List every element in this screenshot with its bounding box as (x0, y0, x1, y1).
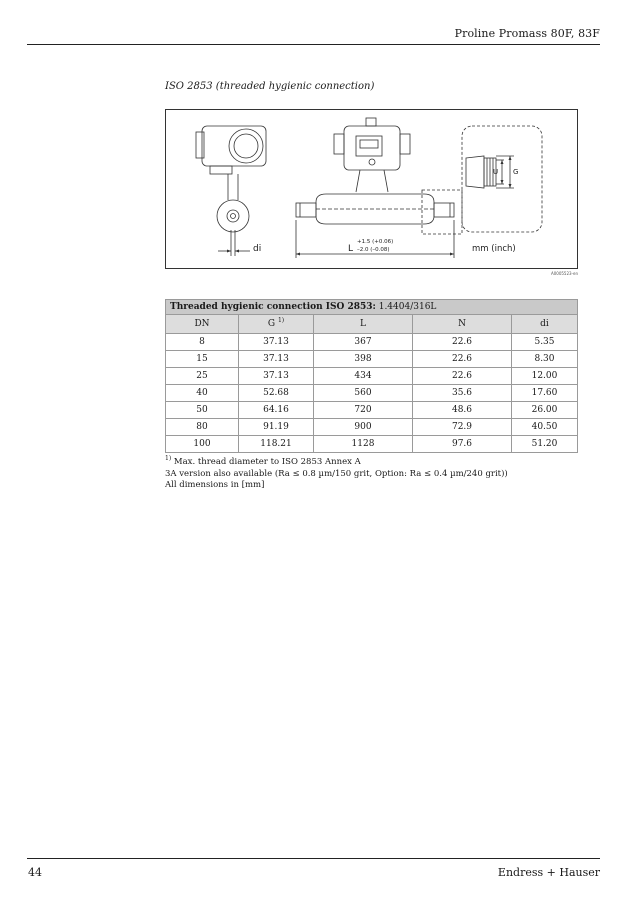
cell-g: 118.21 (239, 436, 314, 453)
flowmeter-drawing-svg (166, 110, 579, 270)
note-dimensions-unit: All dimensions in [mm] (165, 480, 265, 490)
column-header-dn: DN (166, 315, 239, 334)
cell-dn: 50 (166, 402, 239, 419)
column-header-g: G $^{1)}$ (239, 315, 314, 334)
cell-g: 37.13 (239, 351, 314, 368)
brand-name: Endress + Hauser (497, 866, 600, 879)
detail-marker (422, 190, 462, 234)
figure-id: A0005523-en (551, 271, 578, 276)
cell-l: 367 (314, 334, 413, 351)
length-tolerance-plus: +1.5 (+0.06) (357, 239, 394, 245)
cell-di: 40.50 (512, 419, 578, 436)
cell-n: 22.6 (413, 368, 512, 385)
cell-di: 8.30 (512, 351, 578, 368)
footnote-1: $^{1)}$ Max. thread diameter to ISO 2853 Annex A (165, 455, 361, 467)
cell-n: 22.6 (413, 334, 512, 351)
units-label: mm (inch) (472, 244, 516, 254)
figure-caption: ISO 2853 (threaded hygienic connection) (165, 81, 375, 92)
sensor-body (316, 194, 434, 224)
cell-dn: 15 (166, 351, 239, 368)
cell-l: 560 (314, 385, 413, 402)
dimension-drawing (165, 109, 578, 269)
footer-divider (27, 858, 600, 859)
sensor-cross-section (217, 200, 249, 232)
cell-di: 17.60 (512, 385, 578, 402)
table-row (166, 419, 578, 436)
u-dimension-label: U (493, 168, 499, 176)
column-header-n: N (413, 315, 512, 334)
length-dimension-label: L (348, 244, 354, 254)
dimensions-table (165, 299, 578, 453)
cell-g: 37.13 (239, 334, 314, 351)
cell-dn: 100 (166, 436, 239, 453)
table-row (166, 351, 578, 368)
detail-connection-cone (466, 156, 484, 188)
cell-l: 720 (314, 402, 413, 419)
cell-n: 72.9 (413, 419, 512, 436)
cell-n: 22.6 (413, 351, 512, 368)
cell-di: 51.20 (512, 436, 578, 453)
cell-di: 26.00 (512, 402, 578, 419)
table-title-row (166, 300, 578, 315)
process-connection-right (434, 203, 454, 217)
cell-l: 434 (314, 368, 413, 385)
table-notes (165, 457, 508, 492)
cell-di: 5.35 (512, 334, 578, 351)
cell-g: 37.13 (239, 368, 314, 385)
cell-l: 398 (314, 351, 413, 368)
cell-dn: 80 (166, 419, 239, 436)
note-3a-version: 3A version also available (Ra ≤ 0.8 µm/150 grit, Option: Ra ≤ 0.4 µm/240 grit)) (165, 468, 508, 479)
cell-n: 48.6 (413, 402, 512, 419)
column-header-l: L (314, 315, 413, 334)
cell-n: 97.6 (413, 436, 512, 453)
table-row (166, 385, 578, 402)
table-row (166, 368, 578, 385)
g-dimension-label: G (513, 168, 519, 176)
cell-di: 12.00 (512, 368, 578, 385)
table-title: Threaded hygienic connection ISO 2853: 1.4404/316L (166, 300, 578, 315)
cell-l: 900 (314, 419, 413, 436)
cell-l: 1128 (314, 436, 413, 453)
document-header-title: Proline Promass 80F, 83F (454, 27, 600, 40)
table-row (166, 436, 578, 453)
header-divider (27, 44, 600, 45)
di-dimension-label: di (253, 244, 262, 254)
column-header-di: di (512, 315, 578, 334)
cell-g: 91.19 (239, 419, 314, 436)
table-row (166, 402, 578, 419)
cell-dn: 8 (166, 334, 239, 351)
length-tolerance-minus: –2.0 (–0.08) (357, 247, 390, 253)
cell-g: 64.16 (239, 402, 314, 419)
process-connection-left (296, 203, 316, 217)
cell-dn: 40 (166, 385, 239, 402)
cell-dn: 25 (166, 368, 239, 385)
page-number: 44 (28, 866, 42, 879)
cell-n: 35.6 (413, 385, 512, 402)
table-row (166, 334, 578, 351)
cell-g: 52.68 (239, 385, 314, 402)
table-header-row (166, 315, 578, 334)
